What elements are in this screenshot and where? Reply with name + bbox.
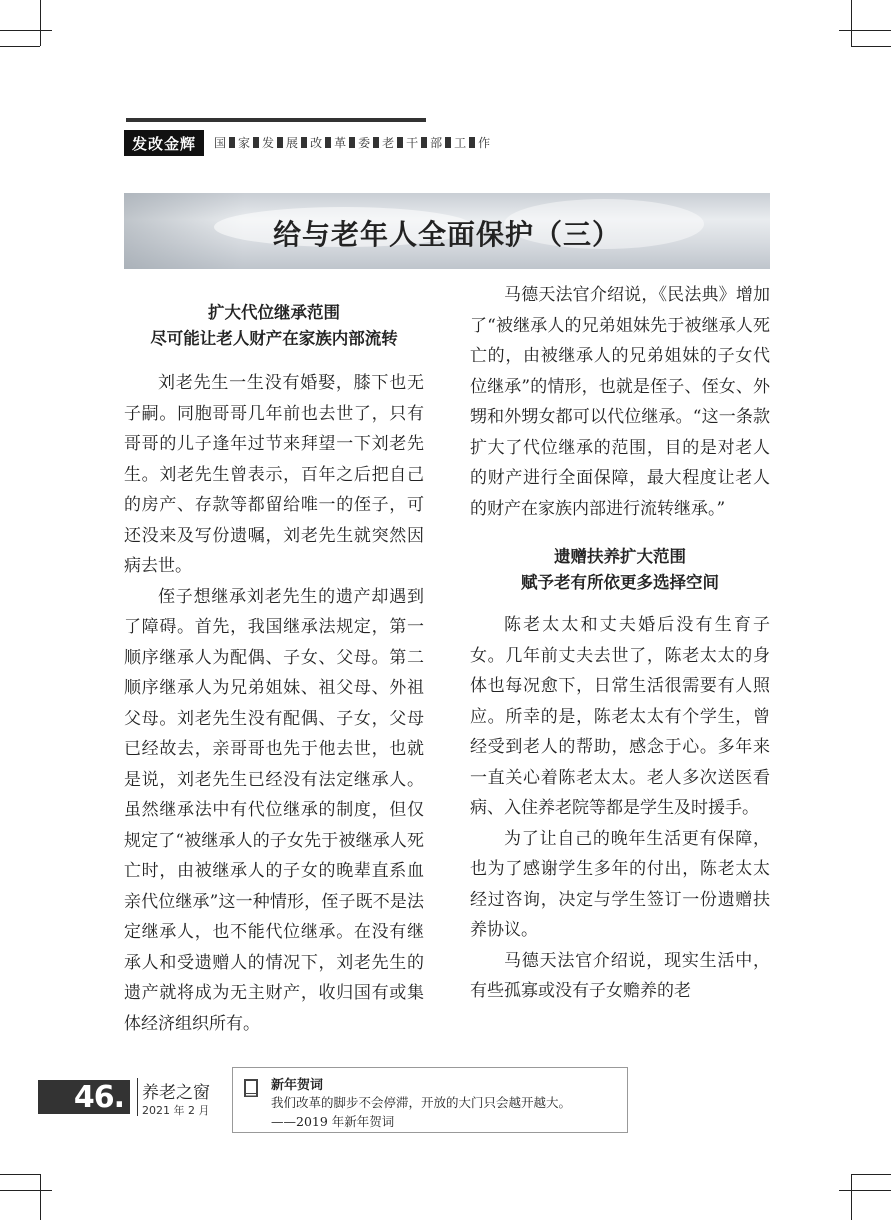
- subtitle-separator: [277, 137, 283, 148]
- magazine-name: 养老之窗: [142, 1083, 210, 1103]
- paragraph: 马德天法官介绍说，现实生活中，有些孤寡或没有子女赡养的老: [470, 950, 770, 1001]
- subheading-line: 遗赠扶养扩大范围: [554, 547, 686, 566]
- subheading-line: 赋予老有所依更多选择空间: [521, 573, 719, 592]
- subtitle-char: 发: [262, 136, 275, 150]
- subtitle-separator: [421, 137, 427, 148]
- article-title: 给与老年人全面保护（三）: [272, 218, 621, 251]
- left-subheading: [124, 300, 424, 352]
- subheading-line: 尽可能让老人财产在家族内部流转: [150, 329, 398, 348]
- paragraph: 侄子想继承刘老先生的遗产却遇到了障碍。首先，我国继承法规定，第一顺序继承人为配偶、子女、父母。第二顺序继承人为兄弟姐妹、祖父母、外祖父母。刘老先生没有配偶、子女，父母已经故去，亲哥哥也先于他去世，也就是说，刘老先生已经没有法定继承人。虽然继承法中有代位继承的制度，但仅规定了“被继承人的子女先于被继承人死亡时，由被继承人的子女的晚辈直系血亲代位继承”这一种情形，侄子既不是法定继承人，也不能代位继承。在没有继承人和受遗赠人的情况下，刘老先生的遗产就将成为无主财产，收归国有或集体经济组织所有。: [124, 586, 424, 1034]
- quote-source: ——2019 年新年贺词: [271, 1114, 395, 1129]
- subtitle-separator: [373, 137, 379, 148]
- subheading-line: 扩大代位继承范围: [208, 303, 340, 322]
- subtitle-separator: [301, 137, 307, 148]
- subtitle-separator: [397, 137, 403, 148]
- subtitle-separator: [253, 137, 259, 148]
- header-rule: [126, 118, 426, 122]
- subtitle-separator: [445, 137, 451, 148]
- subtitle-char: 革: [334, 136, 347, 150]
- subtitle-char: 部: [430, 136, 443, 150]
- quote-text: 我们改革的脚步不会停滞，开放的大门只会越开越大。: [271, 1095, 572, 1110]
- right-subheading: [470, 544, 770, 596]
- quote-title: 新年贺词: [271, 1078, 324, 1093]
- subtitle-char: 展: [286, 136, 299, 150]
- book-icon: [243, 1078, 259, 1098]
- title-banner: [124, 193, 770, 269]
- subtitle-char: 家: [238, 136, 251, 150]
- subtitle-char: 工: [454, 136, 467, 150]
- subtitle-char: 改: [310, 136, 323, 150]
- subtitle-separator: [229, 137, 235, 148]
- quote-box: [232, 1067, 628, 1133]
- paragraph: 马德天法官介绍说，《民法典》增加了“被继承人的兄弟姐妹先于被继承人死亡的，由被继承人的兄弟姐妹的子女代位继承”的情形，也就是侄子、侄女、外甥和外甥女都可以代位继承。“这一条款扩大了代位继承的范围，目的是对老人的财产进行全面保障，最大程度让老人的财产在家族内部进行流转继承。”: [470, 285, 770, 519]
- subtitle-char: 委: [358, 136, 371, 150]
- subtitle-separator: [349, 137, 355, 148]
- right-column: [470, 280, 770, 1007]
- subtitle-char: 干: [406, 136, 419, 150]
- subtitle-separator: [325, 137, 331, 148]
- subtitle-char: 老: [382, 136, 395, 150]
- footer-divider: [137, 1078, 138, 1116]
- page-number: 46.: [38, 1080, 130, 1114]
- subtitle-char: 作: [478, 136, 491, 150]
- left-column: [124, 280, 424, 1039]
- subtitle-separator: [469, 137, 475, 148]
- paragraph: 陈老太太和丈夫婚后没有生育子女。几年前丈夫去世了，陈老太太的身体也每况愈下，日常生活很需要有人照应。所幸的是，陈老太太有个学生，曾经受到老人的帮助，感念于心。多年来一直关心着陈老太太。老人多次送医看病、入住养老院等都是学生及时援手。: [470, 615, 770, 818]
- section-label: 发改金辉: [124, 130, 204, 156]
- section-subtitle: [212, 134, 492, 151]
- paragraph: 为了让自己的晚年生活更有保障，也为了感谢学生多年的付出，陈老太太经过咨询，决定与学生签订一份遗赠扶养协议。: [470, 828, 770, 940]
- subtitle-char: 国: [214, 136, 227, 150]
- issue-date: 2021 年 2 月: [142, 1104, 210, 1117]
- paragraph: 刘老先生一生没有婚娶，膝下也无子嗣。同胞哥哥几年前也去世了，只有哥哥的儿子逢年过节来拜望一下刘老先生。刘老先生曾表示，百年之后把自己的房产、存款等都留给唯一的侄子，可还没来及写份遗嘱，刘老先生就突然因病去世。: [124, 373, 424, 576]
